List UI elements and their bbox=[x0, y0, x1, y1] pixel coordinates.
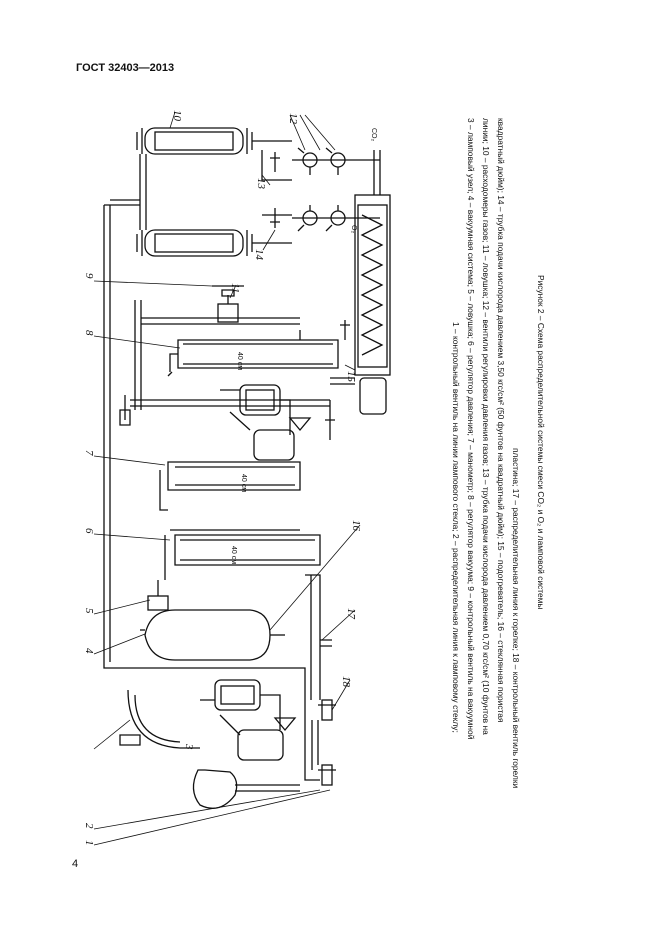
legend-line-1: 1 – контрольный вентиль на линии лампового стекла; 2 – распределительная линия к ламповому стеклу; bbox=[451, 322, 461, 733]
label-15: 15 bbox=[345, 371, 357, 382]
label-17: 17 bbox=[345, 608, 357, 619]
lamp-assembly bbox=[120, 680, 295, 760]
vacuum-system-lines bbox=[104, 200, 330, 668]
label-7: 7 bbox=[83, 450, 95, 456]
label-8: 8 bbox=[83, 330, 95, 336]
vacuum-regulator bbox=[168, 330, 338, 376]
label-9: 9 bbox=[83, 273, 95, 279]
legend-line-5: пластина; 17 – распределительная линия к горелке; 18 – контрольный вентиль горелки bbox=[511, 448, 521, 789]
pressure-regulator-6 bbox=[165, 530, 320, 580]
legend-line-3: линии; 10 – расходомеры газов; 11 – ловушка; 12 – вентили регулировки давления газов; 13 – трубка подачи кислорода давлением 0,70 кгс/см² (10 фунтов на bbox=[481, 118, 491, 735]
scale-label-3: 40 см bbox=[230, 546, 237, 565]
label-6: 6 bbox=[83, 528, 95, 534]
label-o2: O₂ bbox=[350, 225, 357, 234]
legend-line-2: 3 – ламповый узел; 4 – вакуумная система; 5 – ловушка; 6 – регулятор давления; 7 – манометр; 8 – регулятор вакуума; 9 – контрольный вентиль на вакуумной bbox=[466, 118, 476, 740]
label-14: 14 bbox=[253, 249, 265, 260]
label-11: 11 bbox=[229, 283, 241, 294]
label-12: 12 bbox=[287, 113, 299, 124]
figure-caption: Рисунок 2 – Схема распределительной системы смеси CO₂ и O₂ и ламповой системы bbox=[536, 275, 546, 610]
pressure-regulators bbox=[270, 148, 380, 234]
label-2: 2 bbox=[83, 823, 95, 829]
figure-legend bbox=[451, 118, 546, 788]
heater bbox=[330, 150, 390, 414]
legend-line-4: квадратный дюйм); 14 – трубка подачи кислорода давлением 3,50 кгс/см² (50 фунтов на квадратный дюйм); 15 – подогреватель; 16 – стеклянная пористая bbox=[496, 118, 506, 723]
trap-5 bbox=[148, 580, 168, 610]
label-5: 5 bbox=[83, 608, 95, 614]
label-13: 13 bbox=[255, 178, 267, 189]
bubbler-group-right bbox=[220, 385, 335, 460]
label-4: 4 bbox=[83, 648, 95, 654]
scale-label-1: 40 см bbox=[236, 352, 243, 371]
lamp-chimney bbox=[140, 610, 285, 660]
label-co2: CO₂ bbox=[370, 128, 377, 142]
distribution-line bbox=[305, 575, 332, 700]
manometer bbox=[160, 462, 300, 510]
page-number: 4 bbox=[72, 858, 79, 870]
label-1: 1 bbox=[83, 840, 95, 846]
document-header: ГОСТ 32403—2013 bbox=[76, 62, 175, 74]
label-3: 3 bbox=[183, 744, 195, 750]
gas-flowmeters bbox=[137, 128, 292, 256]
label-18: 18 bbox=[340, 676, 352, 687]
label-10: 10 bbox=[171, 110, 183, 121]
scale-label-2: 40 см bbox=[240, 474, 247, 493]
label-16: 16 bbox=[350, 520, 362, 531]
